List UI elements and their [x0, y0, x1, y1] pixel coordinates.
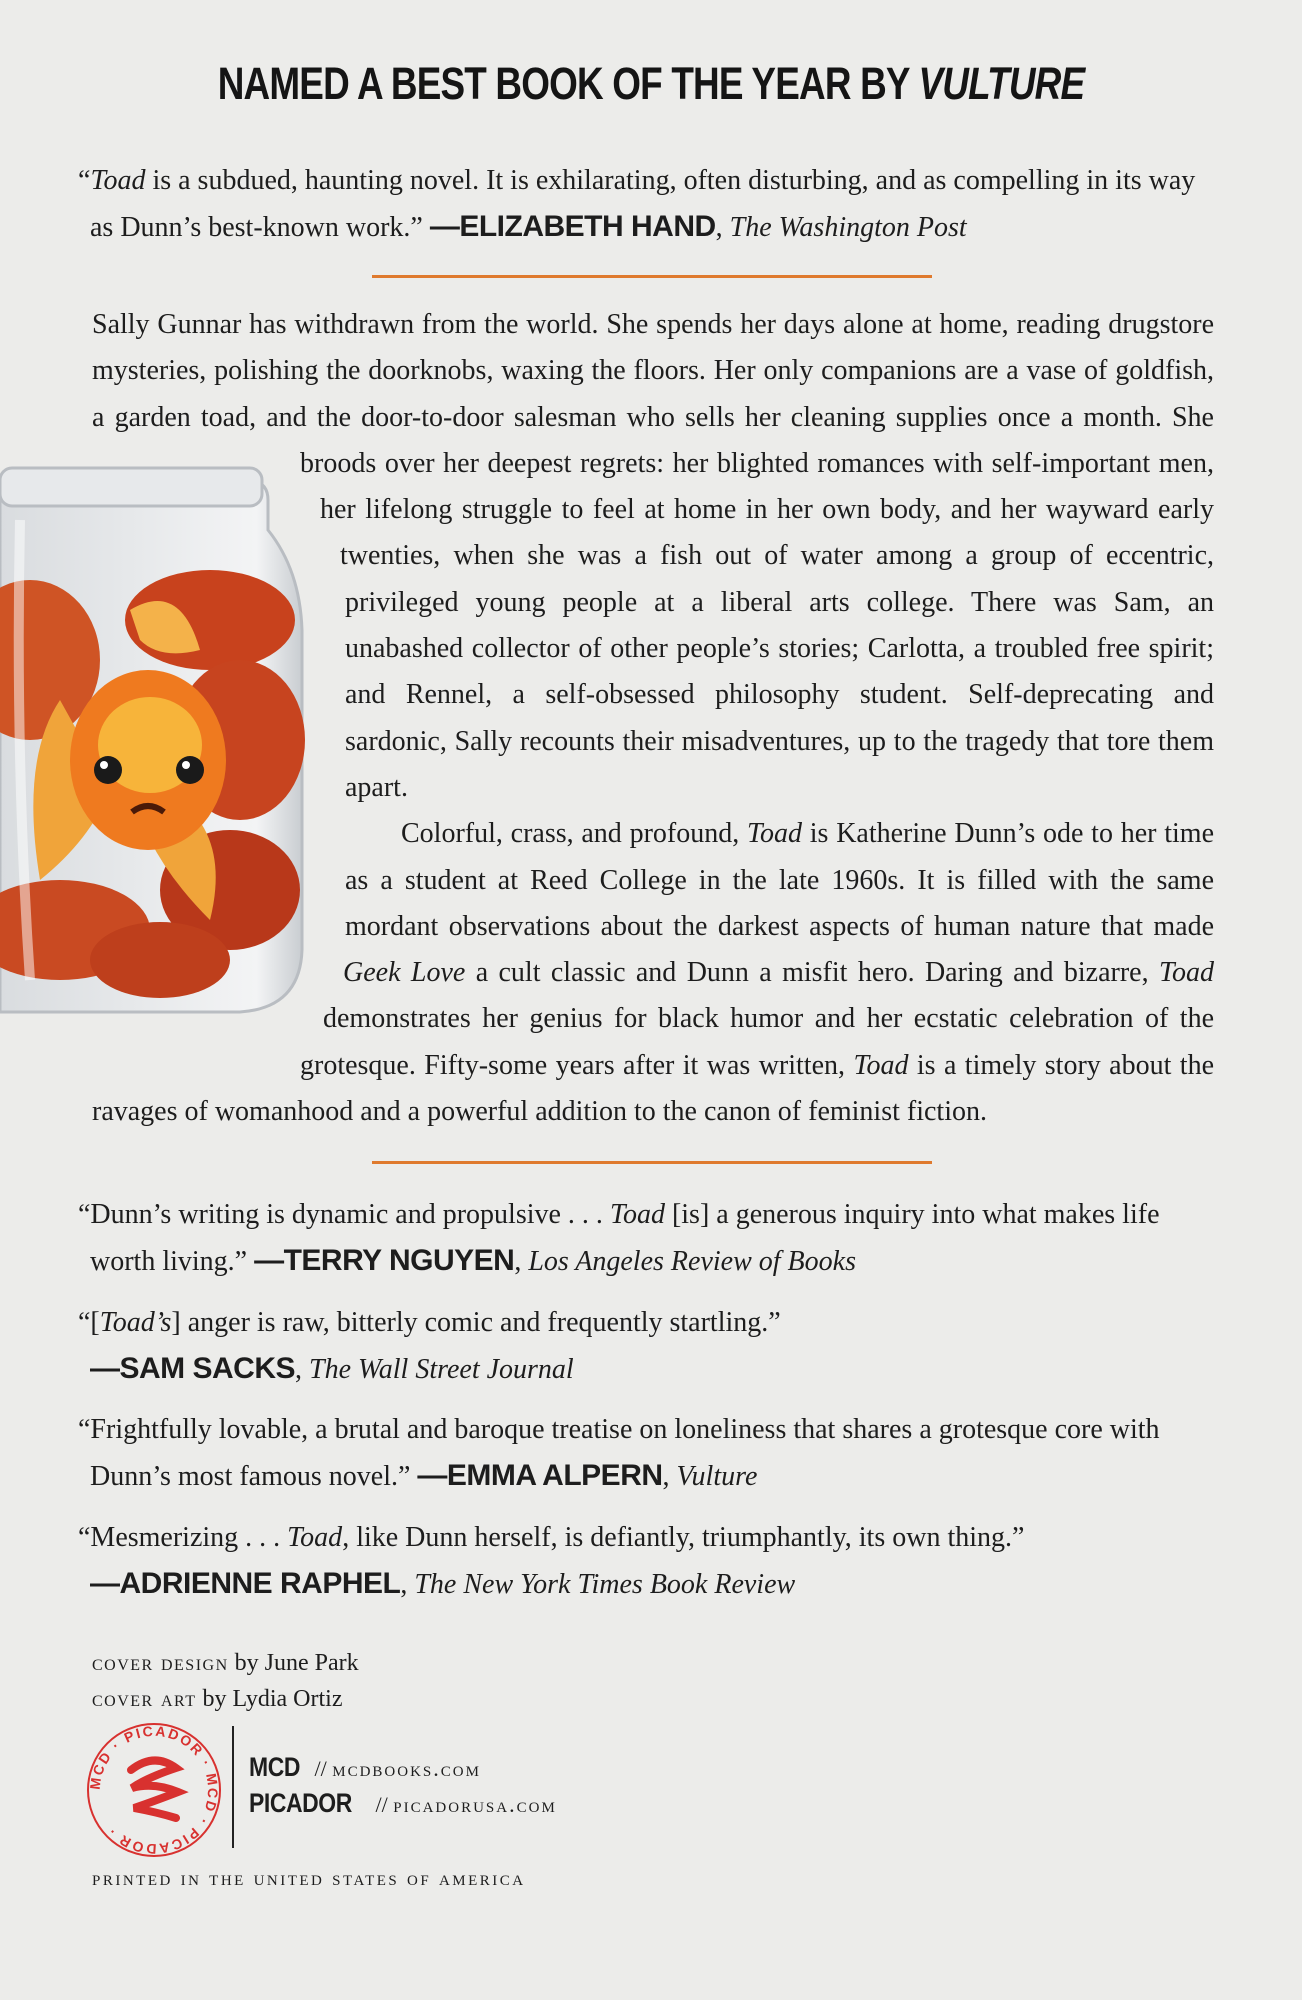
review-quote: “Dunn’s writing is dynamic and propulsive . . . Toad [is] a generous inquiry into what makes life worth living.” —TERRY NGUYEN, Los Angeles Review of Books — [78, 1199, 1160, 1277]
reviewer-name: —EMMA ALPERN — [417, 1459, 663, 1492]
description-flow — [92, 302, 1214, 1142]
description-paragraph-2: Colorful, crass, and profound, Toad is Katherine Dunn’s ode to her time as a student at Reed College in the late 1960s. It is filled with the same mordant observations about the darkest aspects of human nature that made Geek Love a cult classic and Dunn a misfit hero. Daring and bizarre, Toad demonstrates her genius for black humor and her ecstatic celebration of the grotesque. Fifty-some years after it was written, Toad is a timely story about the ravages of womanhood and a powerful addition to the canon of feminist fiction. — [92, 818, 1215, 1128]
review-source: The Wall Street Journal — [309, 1354, 574, 1385]
review-quote: “Mesmerizing . . . Toad, like Dunn herself, is defiantly, triumphantly, its own thing.” —ADRIENNE RAPHEL, The New York Times Book Review — [78, 1522, 1025, 1600]
review-source: Los Angeles Review of Books — [528, 1246, 856, 1277]
imprint-mcd: MCD // mcdbooks.com — [249, 1752, 481, 1782]
cover-art-credit: cover art by Lydia Ortiz — [92, 1686, 343, 1712]
logo-divider — [232, 1726, 234, 1848]
divider-top — [372, 275, 932, 278]
logo-ring-text: MCD · PICADOR · MCD · PICADOR · — [86, 1722, 222, 1858]
review-quote: “[Toad’s] anger is raw, bitterly comic and frequently startling.” —SAM SACKS, The Wall Street Journal — [78, 1307, 781, 1385]
description-paragraph-1: Sally Gunnar has withdrawn from the world. She spends her days alone at home, reading drugstore mysteries, polishing the doorknobs, waxing the floors. Her only companions are a vase of goldfish, a garden toad, and the door-to-door salesman who sells her cleaning supplies once a month. She broods over her deepest regrets: her blighted romances with self-important men, her lifelong struggle to feel at home in her own body, and her wayward early twenties, when she was a fish out of water among a group of eccentric, privileged young people at a liberal arts college. There was Sam, an unabashed collector of other people’s stories; Carlotta, a troubled free spirit; and Rennel, a self-obsessed philosophy student. Self-deprecating and sardonic, Sally recounts their misadventures, up to the tragedy that tore them apart. — [92, 309, 1214, 803]
headline-publication: VULTURE — [918, 58, 1085, 109]
imprint-url: mcdbooks.com — [332, 1756, 481, 1781]
top-review-quote: “Toad is a subdued, haunting novel. It is exhilarating, often disturbing, and as compelling in its way as Dunn’s best-known work.” —ELIZABETH HAND, The Washington Post — [78, 165, 1196, 243]
headline: NAMED A BEST BOOK OF THE YEAR BY VULTURE — [217, 58, 1085, 109]
mcd-picador-logo — [86, 1722, 222, 1858]
review-source: The Washington Post — [729, 212, 967, 243]
imprint-url: picadorusa.com — [393, 1792, 557, 1817]
divider-bottom — [372, 1161, 932, 1164]
reviewer-name: —ELIZABETH HAND — [429, 210, 716, 243]
review-source: The New York Times Book Review — [414, 1569, 796, 1600]
review-source: Vulture — [676, 1461, 758, 1492]
cover-credits — [92, 1645, 359, 1717]
reviewer-name: —SAM SACKS — [90, 1352, 296, 1385]
cover-design-credit: cover design by June Park — [92, 1650, 359, 1676]
review-quote: “Frightfully lovable, a brutal and baroque treatise on loneliness that shares a grotesque core with Dunn’s most famous novel.” —EMMA ALPERN, Vulture — [78, 1414, 1160, 1492]
imprint-picador: PICADOR // picadorusa.com — [249, 1788, 557, 1818]
printed-notice: printed in the united states of america — [92, 1866, 526, 1890]
reviewer-name: —ADRIENNE RAPHEL — [90, 1567, 401, 1600]
reviewer-name: —TERRY NGUYEN — [254, 1244, 515, 1277]
